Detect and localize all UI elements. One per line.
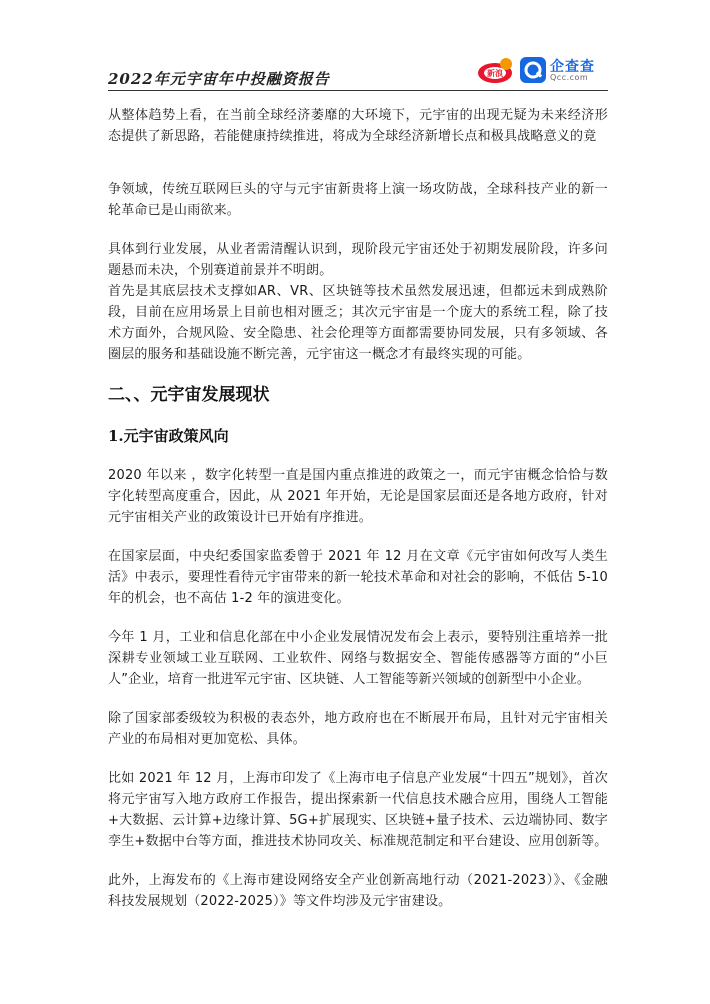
spacer	[108, 609, 608, 627]
spacer	[108, 528, 608, 546]
paragraph-competition: 争领域，传统互联网巨头的守与元宇宙新贵将上演一场攻防战，全球科技产业的新一轮革命已是山雨欲来。	[108, 182, 608, 218]
paragraph-miit: 今年 1 月，工业和信息化部在中小企业发展情况发布会上表示，要特别注重培养一批深耕专业领域工业互联网、工业软件、网络与数据安全、智能传感器等方面的“小巨人”企业，培育一批进军元宇宙、区块链、人工智能等新兴领域的创新型中小企业。	[108, 630, 608, 687]
paragraph-industry: 具体到行业发展，从业者需清醒认识到，现阶段元宇宙还处于初期发展阶段，许多问题悬而未决，个别赛道前景并不明朗。	[108, 242, 608, 278]
paragraph-trend: 从整体趋势上看，在当前全球经济萎靡的大环境下，元宇宙的出现无疑为未来经济形态提供了新思路，若能健康持续推进，将成为全球经济新增长点和极具战略意义的竟	[108, 108, 608, 144]
sina-logo-icon	[476, 56, 516, 84]
spacer	[108, 852, 608, 870]
paragraph-shanghai-plan: 比如 2021 年 12 月，上海市印发了《上海市电子信息产业发展“十四五”规划》，首次将元宇宙写入地方政府工作报告，提出探索新一代信息技术融合应用，围绕人工智能+大数据、云计算+边缘计算、5G+扩展现实、区块链+量子技术、云边端协同、数字孪生+数据中台等方面，推进技术协同攻关、标准规范制定和平台建设、应用创新等。	[108, 771, 608, 849]
header-divider	[108, 90, 608, 91]
spacer	[108, 365, 608, 383]
paragraph-national-level: 在国家层面，中央纪委国家监委曾于 2021 年 12 月在文章《元宇宙如何改写人类生活》中表示，要理性看待元宇宙带来的新一轮技术革命和对社会的影响，不低估 5-10 年的机会，也不高估 1-2 年的演进变化。	[108, 549, 608, 606]
section-heading: 二、、元宇宙发展现状	[108, 385, 270, 405]
qcc-name: 企查查	[550, 59, 595, 75]
qcc-logo-icon	[520, 57, 546, 83]
qcc-logo	[520, 56, 612, 84]
paragraph-shanghai-docs: 此外，上海发布的《上海市建设网络安全产业创新高地行动（2021-2023）》、《金融科技发展规划（2022-2025）》等文件均涉及元宇宙建设。	[108, 873, 608, 909]
paragraph-technology: 首先是其底层技术支撑如AR、VR、区块链等技术虽然发展迅速，但都远未到成熟阶段，目前在应用场景上目前也相对匮乏；其次元宇宙是一个庞大的系统工程，除了技术方面外，合规风险、安全隐患、社会伦理等方面都需要协同发展，只有多领域、各圈层的服务和基础设施不断完善，元宇宙这一概念才有最终实现的可能。	[108, 284, 608, 362]
spacer	[108, 447, 608, 465]
page-header	[108, 54, 608, 94]
page-gap	[108, 147, 608, 179]
report-body	[108, 105, 608, 912]
paragraph-digital-transformation: 2020 年以来 ，数字化转型一直是国内重点推进的政策之一，而元宇宙概念恰恰与数字化转型高度重合，因此，从 2021 年开始，无论是国家层面还是各地方政府，针对元宇宙相关产业的政策设计已开始有序推进。	[108, 468, 608, 525]
spacer	[108, 690, 608, 708]
spacer	[108, 221, 608, 239]
paragraph-local-government: 除了国家部委级较为积极的表态外，地方政府也在不断展开布局，且针对元宇宙相关产业的布局相对更加宽松、具体。	[108, 711, 608, 747]
report-title: 2022年元宇宙年中投融资报告	[108, 70, 330, 88]
sina-logo	[476, 56, 516, 84]
qcc-domain: Qcc.com	[550, 73, 589, 82]
sina-logo-text: 新浪	[487, 69, 503, 78]
spacer	[108, 407, 608, 425]
subsection-heading: 1.元宇宙政策风向	[108, 427, 229, 445]
spacer	[108, 750, 608, 768]
